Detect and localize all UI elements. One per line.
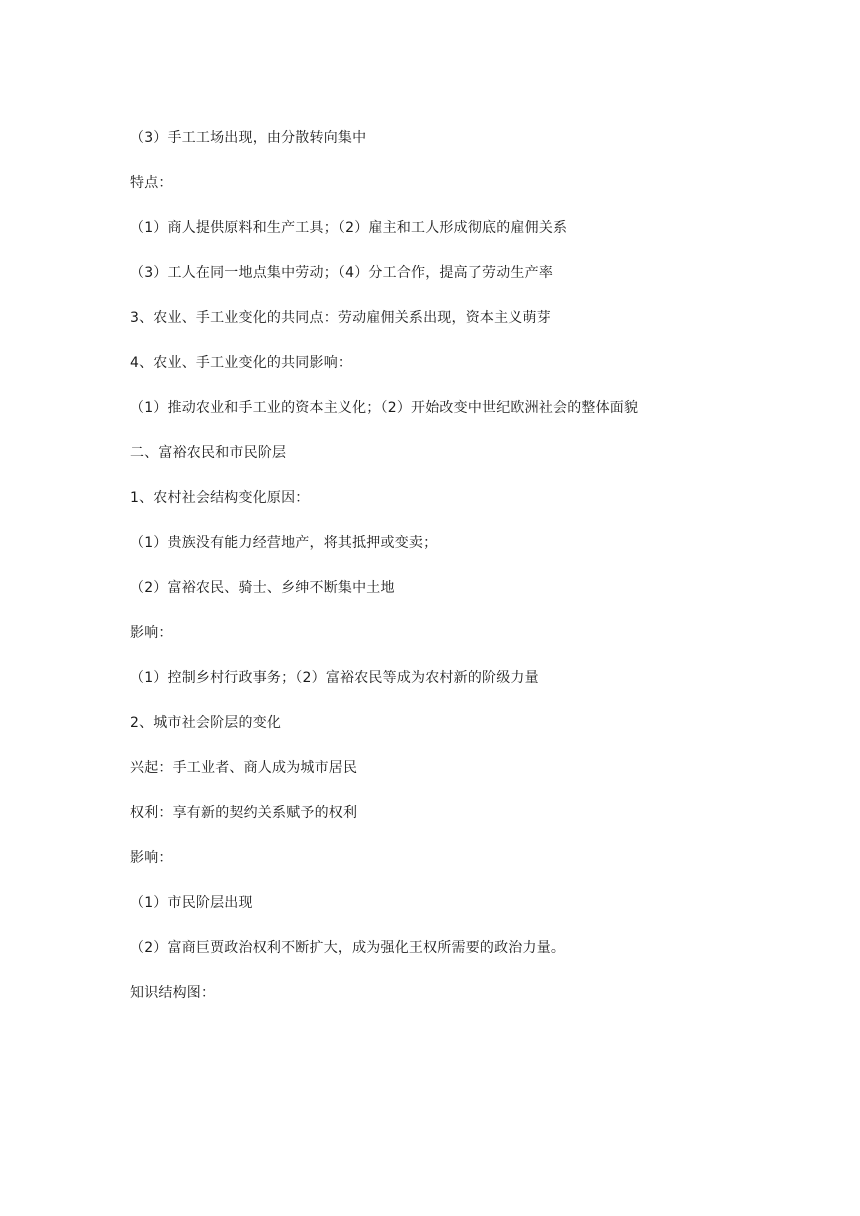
text-line: 3、农业、手工业变化的共同点：劳动雇佣关系出现，资本主义萌芽 — [130, 310, 551, 326]
text-line: （1）市民阶层出现 — [130, 895, 253, 911]
text-line: 2、城市社会阶层的变化 — [130, 715, 282, 731]
section-heading: 二、富裕农民和市民阶层 — [130, 445, 287, 461]
text-line: （1）控制乡村行政事务；（2）富裕农民等成为农村新的阶级力量 — [130, 670, 539, 686]
text-line: （1）商人提供原料和生产工具；（2）雇主和工人形成彻底的雇佣关系 — [130, 220, 568, 236]
text-line: 4、农业、手工业变化的共同影响： — [130, 355, 353, 371]
text-line: 影响： — [130, 625, 173, 641]
text-line: （3）手工工场出现，由分散转向集中 — [130, 130, 367, 146]
text-line: 1、农村社会结构变化原因： — [130, 490, 310, 506]
text-line: （1）推动农业和手工业的资本主义化；（2）开始改变中世纪欧洲社会的整体面貌 — [130, 400, 639, 416]
text-line: （1）贵族没有能力经营地产，将其抵押或变卖； — [130, 535, 438, 551]
text-line: 兴起：手工业者、商人成为城市居民 — [130, 760, 358, 776]
text-line: 知识结构图： — [130, 985, 216, 1001]
text-line: 权利：享有新的契约关系赋予的权利 — [130, 805, 358, 821]
text-line: （2）富裕农民、骑士、乡绅不断集中土地 — [130, 580, 395, 596]
text-line: 影响： — [130, 850, 173, 866]
text-line: （2）富商巨贾政治权利不断扩大，成为强化王权所需要的政治力量。 — [130, 940, 566, 956]
text-line: （3）工人在同一地点集中劳动；（4）分工合作，提高了劳动生产率 — [130, 265, 554, 281]
text-line: 特点： — [130, 175, 173, 191]
